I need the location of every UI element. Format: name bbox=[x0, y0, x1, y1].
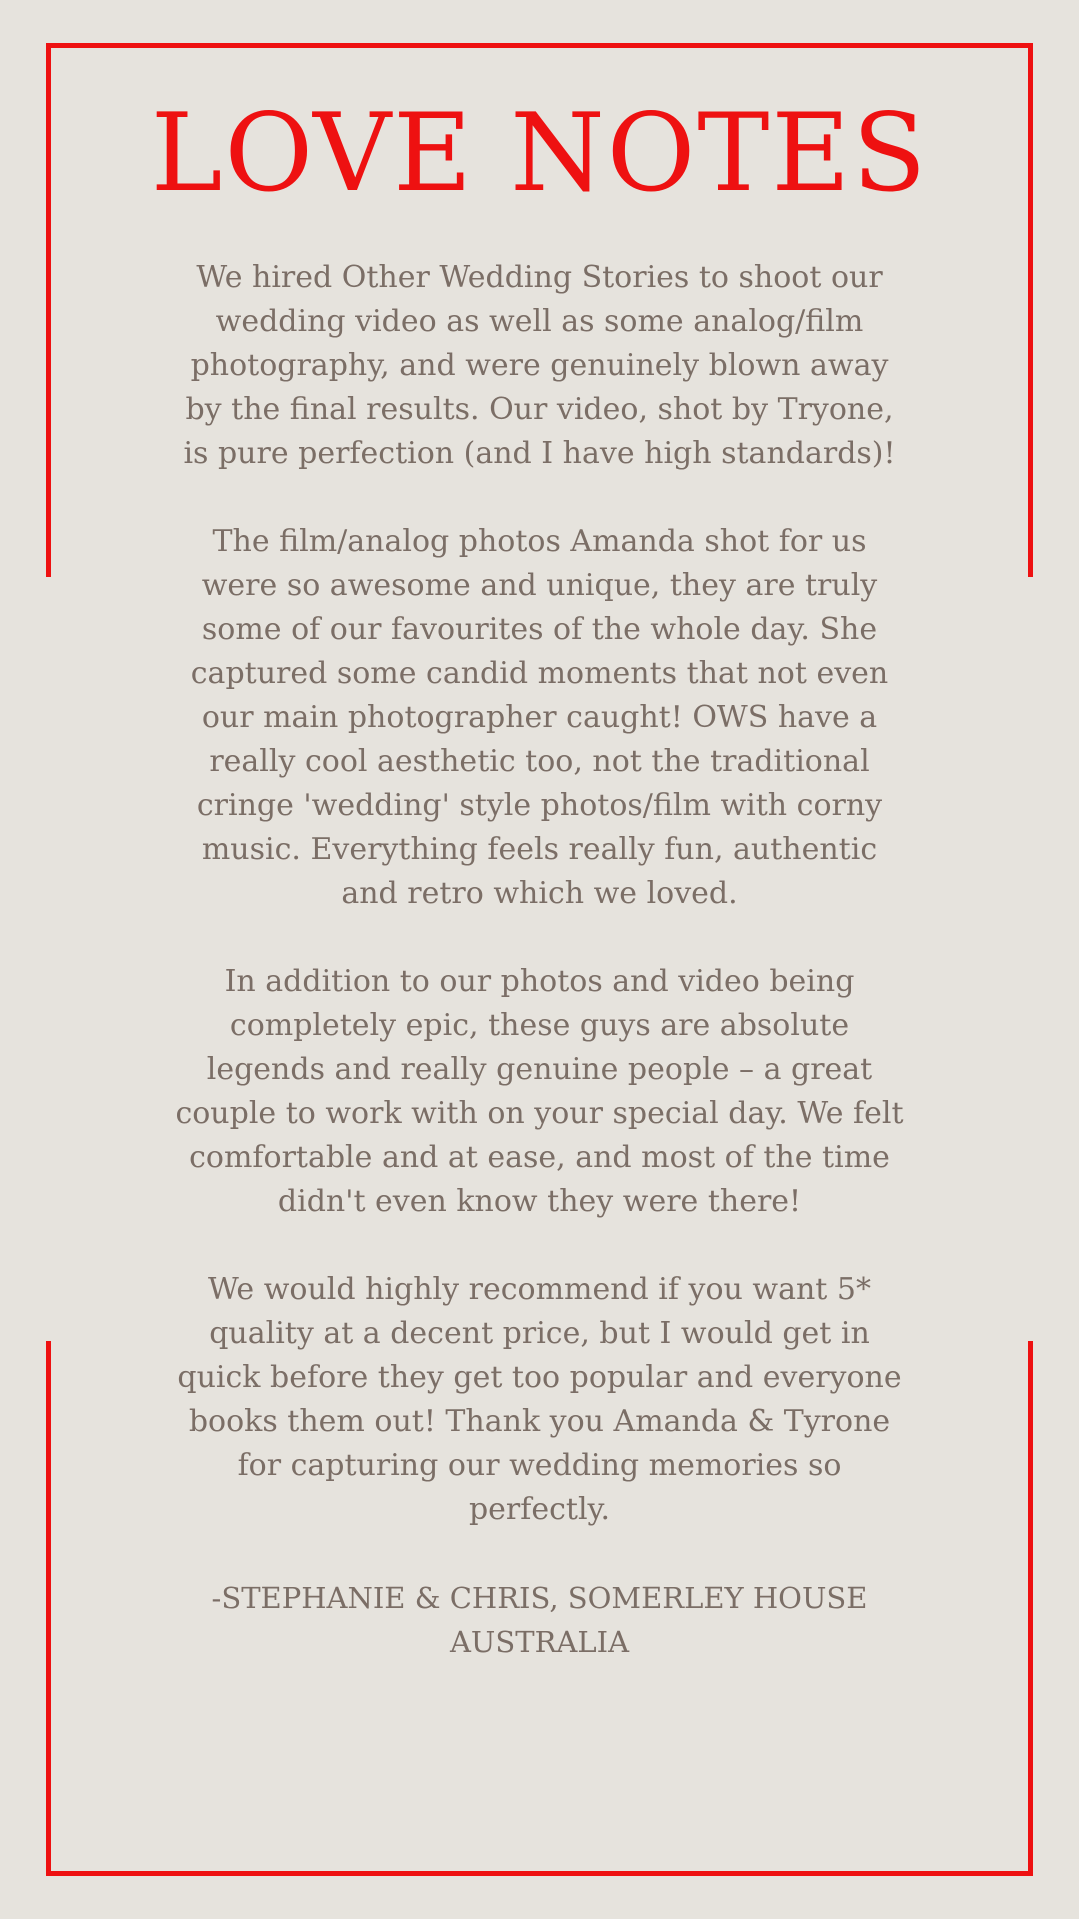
frame-border-right-lower bbox=[1028, 1341, 1033, 1876]
testimonial-paragraph-3: In addition to our photos and video being completely epic, these guys are absolute legends and really genuine people – a great couple to work with on your special day. We felt comfortable and at ease, and most of the time didn't even know they were there! bbox=[175, 964, 904, 1219]
testimonial-paragraph-1: We hired Other Wedding Stories to shoot our wedding video as well as some analog/film photography, and were genuinely blown away by the final results. Our video, shot by Tryone, is pure perfection (and I have high standards)! bbox=[183, 260, 896, 471]
testimonial-signature: -STEPHANIE & CHRIS, SOMERLEY HOUSE AUSTRALIA bbox=[211, 1581, 868, 1659]
frame-border-left-lower bbox=[46, 1341, 51, 1876]
page-title: LOVE NOTES bbox=[150, 91, 929, 216]
testimonial-paragraph-2: The film/analog photos Amanda shot for us were so awesome and unique, they are truly some of our favourites of the whole day. She captured some candid moments that not even our main photographer caught! OWS have a really cool aesthetic too, not the traditional cringe 'wedding' style photos/film with corny music. Everything feels really fun, authentic and retro which we loved. bbox=[190, 524, 889, 911]
frame-border-top bbox=[46, 43, 1033, 48]
frame-border-bottom bbox=[46, 1871, 1033, 1876]
testimonial-paragraph-4: We would highly recommend if you want 5* quality at a decent price, but I would get in quick before they get too popular and everyone books them out! Thank you Amanda & Tyrone for capturing our wedding memories so perfectly. bbox=[177, 1272, 902, 1527]
